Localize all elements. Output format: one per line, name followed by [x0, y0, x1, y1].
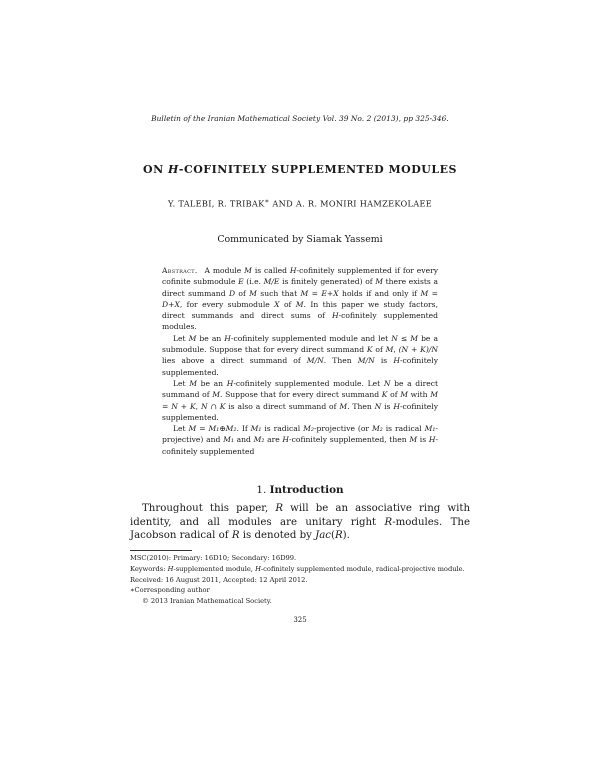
math: R — [384, 516, 393, 528]
text: -cofinitely supplemented module, radical-projective module. — [260, 564, 465, 573]
text: , for every submodule — [179, 299, 275, 309]
text: Let — [173, 333, 189, 343]
text: is radical — [382, 424, 425, 434]
text: , — [195, 401, 201, 411]
text: Throughout this paper, — [142, 503, 276, 514]
keywords — [130, 564, 470, 575]
text: is — [381, 401, 394, 411]
math: M — [409, 435, 418, 445]
corresponding-author — [130, 585, 470, 596]
math: Jac — [315, 530, 331, 541]
text: . Then — [323, 356, 358, 366]
text: of — [387, 390, 401, 400]
math: M — [400, 390, 408, 400]
text: is radical — [261, 424, 304, 434]
math: M₂ — [303, 424, 314, 434]
math: M/N — [306, 356, 324, 366]
text: -cofinitely supplemented — [162, 435, 439, 456]
text: are — [264, 435, 283, 445]
text: Let — [173, 424, 189, 434]
text: (i.e. — [243, 277, 264, 287]
math: H — [255, 564, 261, 573]
abstract-label: Abstract. — [162, 266, 198, 275]
abstract-paragraph-3 — [162, 378, 438, 423]
math: M = E+X — [300, 288, 339, 298]
math: M — [244, 266, 252, 275]
author-names-rest: AND A. R. MONIRI HAMZEKOLAEE — [269, 198, 433, 209]
math: M/N — [357, 356, 375, 366]
text: , — [393, 345, 399, 355]
text: -supplemented module, — [173, 564, 256, 573]
math: (N + K)/N — [398, 345, 439, 355]
text: . Then — [347, 401, 375, 411]
math: M — [385, 345, 394, 355]
text: -cofinitely supplemented. — [162, 356, 438, 377]
text: Keywords: — [130, 564, 168, 573]
math: M₂ — [253, 435, 265, 445]
math: M — [249, 288, 257, 298]
math: M/E — [263, 277, 280, 287]
text: be a direct summand of — [162, 378, 439, 400]
footnote-rule — [130, 550, 192, 551]
math: M — [188, 333, 197, 343]
received-dates: Received: 16 August 2011, Accepted: 12 April 2012. — [130, 575, 308, 584]
math: N — [374, 401, 382, 411]
math: M — [295, 299, 304, 309]
text: . In this paper we study factors, direct summands and direct sums of — [162, 299, 438, 321]
text: of — [372, 345, 386, 355]
math: R — [334, 530, 343, 541]
text: -projective (or — [313, 424, 372, 434]
text: with — [408, 390, 431, 400]
text: is also a direct summand of — [225, 401, 340, 411]
math: H — [226, 378, 234, 388]
text: is finitely generated) of — [279, 277, 376, 287]
journal-header: Bulletin of the Iranian Mathematical Society Vol. 39 No. 2 (2013), pp 325-346. — [151, 114, 449, 123]
text: of — [235, 288, 250, 298]
text: be an — [196, 333, 225, 343]
text: is called — [251, 266, 290, 275]
math: M₁ — [250, 424, 262, 434]
section-heading — [0, 484, 600, 496]
math: X — [274, 299, 280, 309]
text: of — [279, 299, 296, 309]
math: M = N + K — [162, 390, 438, 411]
text: lies above a direct summand of — [162, 356, 307, 366]
math: H — [289, 266, 297, 275]
text: -projective) and — [162, 424, 438, 445]
math: R — [275, 503, 284, 514]
math: K — [366, 345, 373, 355]
text: -cofinitely supplemented, then — [289, 435, 410, 445]
text: -cofinitely supplemented module and let — [230, 333, 392, 343]
math: H — [331, 311, 339, 321]
text: A module — [201, 266, 245, 275]
text: -modules. The Jacobson radical of — [130, 516, 470, 541]
math: H — [167, 564, 174, 573]
corresponding-star: ∗ — [264, 197, 270, 205]
text: holds if and only if — [338, 288, 421, 298]
msc-classification: MSC(2010): Primary: 16D10; Secondary: 16D99. — [130, 554, 297, 562]
math: K — [381, 390, 388, 400]
text: be a submodule. Suppose that for every direct summand — [162, 333, 438, 355]
text: there exists a direct summand — [162, 277, 438, 298]
paper-title — [0, 163, 600, 176]
title-italic: H — [168, 163, 179, 176]
math: R — [231, 530, 240, 541]
abstract-paragraph-4 — [162, 423, 438, 457]
text: Corresponding author — [134, 586, 210, 595]
text: is denoted by — [239, 530, 316, 541]
math: M = D+X — [162, 288, 438, 309]
abstract-paragraph-1 — [162, 265, 438, 333]
math: D — [228, 288, 236, 298]
author-names: Y. TALEBI, R. TRIBAK — [167, 198, 265, 209]
text: will be an associative ring with identity, and all modules are unitary right — [130, 503, 471, 528]
text: is — [417, 435, 429, 445]
math: H — [428, 435, 436, 445]
page-number: 325 — [293, 616, 307, 624]
text: is — [374, 356, 394, 366]
text: such that — [256, 288, 301, 298]
text: Let — [173, 378, 190, 388]
math: M — [212, 390, 220, 400]
math: M₂ — [372, 424, 383, 434]
title-prefix: ON — [143, 163, 168, 176]
copyright: © 2013 Iranian Mathematical Society. — [142, 597, 272, 606]
abstract — [162, 265, 438, 457]
text: -cofinitely supplemented. — [162, 401, 438, 422]
math: H — [224, 333, 231, 343]
footnotes — [130, 553, 470, 607]
text: . Suppose that for every direct summand — [219, 390, 382, 400]
math: M₁ — [223, 435, 234, 445]
text: -cofinitely supplemented module. Let — [233, 378, 384, 388]
math: E — [238, 277, 244, 287]
math: M₁ — [424, 424, 436, 434]
text: . If — [236, 424, 251, 434]
star: ∗ — [130, 586, 135, 595]
text: -cofinitely supplemented if for every cofinite submodule — [162, 266, 438, 287]
text: ). — [342, 530, 350, 541]
math: N — [383, 378, 391, 388]
math: M = M₁⊕M₂ — [188, 424, 237, 434]
math: H — [393, 401, 400, 411]
communicated-by: Communicated by Siamak Yassemi — [217, 234, 383, 245]
title-rest: -COFINITELY SUPPLEMENTED MODULES — [178, 163, 457, 176]
text: and — [233, 435, 254, 445]
math: H — [282, 435, 290, 445]
section-name: Introduction — [269, 484, 344, 496]
math: N ∩ K — [200, 401, 226, 411]
math: M — [189, 378, 198, 388]
abstract-paragraph-2 — [162, 333, 438, 378]
text: ( — [330, 530, 335, 541]
text: be an — [197, 378, 227, 388]
math: N ≤ M — [391, 333, 419, 343]
section-number: 1. — [256, 484, 267, 496]
intro-paragraph — [130, 502, 470, 543]
math: M — [339, 401, 348, 411]
authors — [0, 197, 600, 209]
math: M — [375, 277, 383, 287]
text: -cofinitely supplemented modules. — [162, 311, 438, 332]
math: H — [393, 356, 400, 366]
